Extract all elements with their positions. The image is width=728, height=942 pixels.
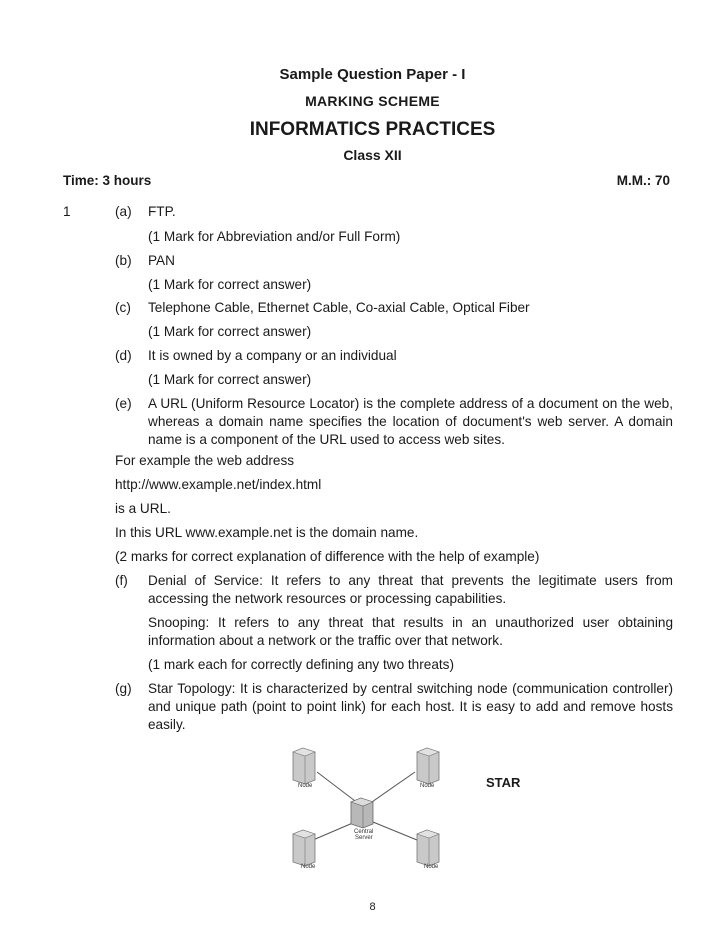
central-server-icon bbox=[351, 798, 373, 828]
part-a-label: (a) bbox=[115, 204, 132, 219]
central-label-line2: Server bbox=[355, 835, 373, 841]
part-e-domain-line: In this URL www.example.net is the domain name. bbox=[115, 525, 419, 540]
part-e-is-url: is a URL. bbox=[115, 501, 171, 516]
question-number: 1 bbox=[63, 204, 71, 219]
time-label: Time: 3 hours bbox=[63, 173, 152, 188]
part-c-label: (c) bbox=[115, 300, 131, 315]
node-label-bottom-left: Node bbox=[301, 864, 316, 870]
part-e-example-intro: For example the web address bbox=[115, 453, 295, 468]
part-c-note: (1 Mark for correct answer) bbox=[148, 324, 312, 339]
node-top-left-icon bbox=[293, 748, 315, 784]
star-topology-diagram bbox=[285, 742, 455, 877]
link-top-left bbox=[317, 772, 359, 804]
part-f-answer-snooping: Snooping: It refers to any threat that results in an unauthorized user obtaining information about a network or the traffic over that network. bbox=[148, 615, 673, 648]
part-d-note: (1 Mark for correct answer) bbox=[148, 372, 312, 387]
part-f-answer-dos: Denial of Service: It refers to any threat that prevents the legitimate users from accessing the network resources or processing capabilities. bbox=[148, 573, 673, 606]
part-b-answer: PAN bbox=[148, 253, 175, 268]
page-number: 8 bbox=[369, 901, 376, 913]
link-top-right bbox=[369, 772, 415, 804]
node-bottom-right-icon bbox=[417, 830, 439, 866]
part-d-label: (d) bbox=[115, 348, 132, 363]
marking-scheme-heading: MARKING SCHEME bbox=[305, 93, 440, 109]
part-a-answer: FTP. bbox=[148, 204, 176, 219]
part-c-answer: Telephone Cable, Ethernet Cable, Co-axial Cable, Optical Fiber bbox=[148, 300, 530, 315]
link-bottom-left bbox=[313, 822, 355, 840]
part-e-label: (e) bbox=[115, 396, 132, 411]
max-marks-label: M.M.: 70 bbox=[616, 173, 670, 188]
part-g-answer: Star Topology: It is characterized by central switching node (communication controller) and unique path (point to point link) for each host. It is easy to add and remove hosts easily. bbox=[148, 681, 673, 732]
link-bottom-right bbox=[373, 822, 417, 840]
star-label: STAR bbox=[486, 775, 521, 790]
subject-heading: INFORMATICS PRACTICES bbox=[249, 119, 496, 140]
part-f-label: (f) bbox=[115, 573, 128, 588]
central-label-line1: Central bbox=[354, 829, 374, 835]
class-heading: Class XII bbox=[343, 147, 402, 163]
part-d-answer: It is owned by a company or an individual bbox=[148, 348, 397, 363]
part-e-example-url: http://www.example.net/index.html bbox=[115, 477, 322, 492]
part-f-note: (1 mark each for correctly defining any two threats) bbox=[148, 657, 454, 672]
part-e-note: (2 marks for correct explanation of difference with the help of example) bbox=[115, 549, 540, 564]
node-label-bottom-right: Node bbox=[424, 864, 439, 870]
part-e-answer: A URL (Uniform Resource Locator) is the complete address of a document on the web, whereas a domain name specifies the location of document's web server. A domain name is a component of the URL used to access web sites. bbox=[148, 396, 673, 447]
node-label-top-left: Node bbox=[298, 783, 313, 789]
node-bottom-left-icon bbox=[293, 830, 315, 866]
node-label-top-right: Node bbox=[420, 783, 435, 789]
paper-title: Sample Question Paper - I bbox=[279, 66, 466, 83]
part-g-label: (g) bbox=[115, 681, 132, 696]
part-b-label: (b) bbox=[115, 253, 132, 268]
node-top-right-icon bbox=[417, 748, 439, 784]
part-b-note: (1 Mark for correct answer) bbox=[148, 277, 312, 292]
part-a-note: (1 Mark for Abbreviation and/or Full Form) bbox=[148, 229, 401, 244]
